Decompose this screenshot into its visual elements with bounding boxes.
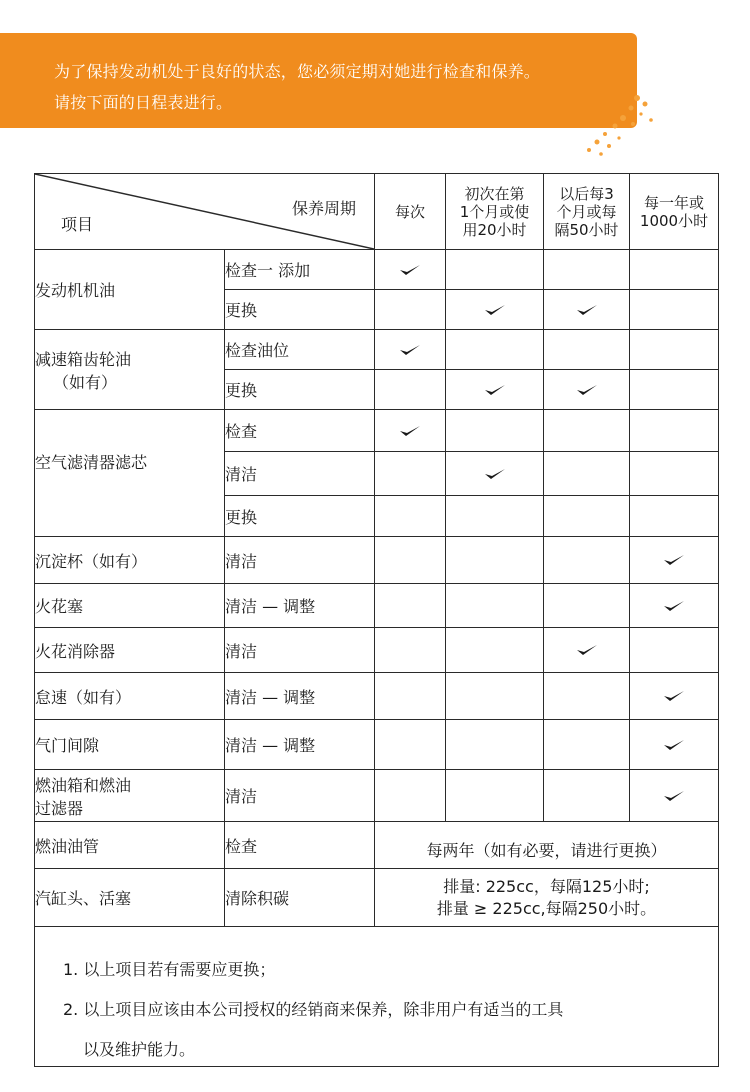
check-mark-icon (484, 303, 506, 317)
table-row (35, 822, 719, 869)
col-header-line: 每一年或 (643, 193, 704, 212)
col-header-line: 1个月或使 (459, 202, 530, 221)
intro-line-1: 为了保持发动机处于良好的状态，您必须定期对她进行检查和保养。 (54, 62, 541, 81)
check-cell (544, 330, 630, 370)
table-row (35, 628, 719, 673)
col-header-every-year (630, 174, 719, 250)
check-cell (446, 290, 544, 330)
check-cell (544, 770, 630, 822)
col-header-every-3-months (544, 174, 630, 250)
col-header-line: 隔50小时 (554, 220, 619, 239)
check-cell (375, 290, 446, 330)
operation-cell: 检查一 添加 (225, 250, 375, 290)
check-cell (446, 673, 544, 720)
col-header-first-month (446, 174, 544, 250)
check-cell (375, 584, 446, 628)
item-label: 怠速（如有） (35, 687, 132, 707)
check-cell (446, 496, 544, 537)
check-cell (375, 496, 446, 537)
item-label: 减速箱齿轮油 (35, 349, 132, 369)
interval-note: 每两年（如有必要，请进行更换） (375, 822, 719, 869)
check-mark-icon (663, 689, 685, 703)
notes-cell (35, 927, 719, 1067)
check-mark-icon (576, 383, 598, 397)
operation-cell: 清洁 — 调整 (225, 584, 375, 628)
check-cell (446, 250, 544, 290)
check-cell (544, 452, 630, 496)
check-cell (630, 452, 719, 496)
operation-cell: 更换 (225, 290, 375, 330)
check-cell (544, 250, 630, 290)
displacement-note-line: 排量: 225cc，每隔125小时; (443, 876, 650, 896)
header-period-label: 保养周期 (291, 199, 356, 218)
check-cell (630, 537, 719, 584)
operation-cell: 清洁 (225, 452, 375, 496)
item-label: 空气滤清器滤芯 (35, 453, 148, 472)
check-mark-icon (399, 263, 421, 277)
operation-cell: 清洁 — 调整 (225, 720, 375, 770)
check-cell (630, 673, 719, 720)
item-label: 火花塞 (35, 597, 84, 616)
check-cell (375, 250, 446, 290)
check-cell (544, 720, 630, 770)
header-row (35, 174, 719, 250)
table-row (35, 330, 719, 370)
check-mark-icon (576, 303, 598, 317)
col-header-line: 个月或每 (556, 202, 617, 221)
check-cell (544, 410, 630, 452)
table-row (35, 410, 719, 452)
notes-row (35, 927, 719, 1067)
check-cell (630, 410, 719, 452)
operation-cell: 更换 (225, 496, 375, 537)
check-mark-icon (576, 643, 598, 657)
table-row (35, 673, 719, 720)
check-cell (446, 720, 544, 770)
check-cell (630, 628, 719, 673)
table-row (35, 770, 719, 822)
check-cell (544, 496, 630, 537)
check-cell (375, 452, 446, 496)
check-cell (630, 770, 719, 822)
item-cell (35, 770, 225, 822)
check-cell (375, 628, 446, 673)
item-cell (35, 869, 225, 927)
check-mark-icon (663, 599, 685, 613)
check-cell (375, 770, 446, 822)
check-cell (446, 537, 544, 584)
table-row (35, 584, 719, 628)
check-cell (446, 628, 544, 673)
header-item-label: 项目 (61, 215, 94, 234)
displacement-note-line: 排量 ≥ 225cc,每隔250小时。 (436, 898, 657, 918)
table-row (35, 537, 719, 584)
check-cell (544, 584, 630, 628)
item-cell (35, 537, 225, 584)
item-cell (35, 584, 225, 628)
check-mark-icon (399, 424, 421, 438)
operation-cell: 清洁 (225, 537, 375, 584)
displacement-note (375, 869, 719, 927)
item-label: 燃油箱和燃油 (35, 775, 132, 795)
item-cell (35, 410, 225, 537)
col-header-every-time (375, 174, 446, 250)
col-header-line: 初次在第 (464, 184, 525, 203)
check-cell (446, 770, 544, 822)
check-cell (544, 673, 630, 720)
check-cell (630, 584, 719, 628)
item-cell (35, 822, 225, 869)
check-cell (630, 720, 719, 770)
item-label-line2: 过滤器 (35, 798, 84, 818)
check-cell (544, 370, 630, 410)
check-cell (544, 290, 630, 330)
col-header-line: 用20小时 (462, 220, 527, 239)
note-item: 2. 以上项目应该由本公司授权的经销商来保养，除非用户有适当的工具 (63, 1000, 564, 1019)
item-label: 汽缸头、活塞 (35, 889, 132, 908)
check-cell (630, 330, 719, 370)
intro-banner (0, 33, 637, 128)
item-cell (35, 628, 225, 673)
check-cell (630, 250, 719, 290)
check-cell (375, 370, 446, 410)
check-mark-icon (663, 553, 685, 567)
check-cell (375, 410, 446, 452)
operation-cell: 检查油位 (225, 330, 375, 370)
item-label: 气门间隙 (35, 736, 100, 755)
check-mark-icon (663, 789, 685, 803)
check-cell (446, 584, 544, 628)
check-cell (446, 370, 544, 410)
check-cell (446, 452, 544, 496)
sparkle-decoration (575, 90, 665, 160)
item-label: 火花消除器 (35, 641, 116, 661)
check-cell (375, 537, 446, 584)
check-cell (544, 537, 630, 584)
operation-cell: 更换 (225, 370, 375, 410)
table-row (35, 869, 719, 927)
check-mark-icon (663, 738, 685, 752)
maintenance-schedule-table (34, 173, 719, 1067)
operation-cell: 清洁 (225, 628, 375, 673)
item-cell (35, 720, 225, 770)
check-cell (375, 673, 446, 720)
operation-cell: 清除积碳 (225, 869, 375, 927)
check-cell (544, 628, 630, 673)
operation-cell: 清洁 (225, 770, 375, 822)
col-header-line: 1000小时 (639, 211, 709, 230)
item-label: 沉淀杯（如有） (35, 551, 148, 571)
item-label: 燃油油管 (35, 836, 100, 856)
operation-cell: 检查 (225, 822, 375, 869)
note-item: 1. 以上项目若有需要应更换； (63, 960, 276, 979)
check-cell (446, 410, 544, 452)
intro-line-2: 请按下面的日程表进行。 (54, 93, 233, 112)
operation-cell: 清洁 — 调整 (225, 673, 375, 720)
check-mark-icon (399, 343, 421, 357)
check-cell (630, 370, 719, 410)
check-cell (375, 720, 446, 770)
table-row (35, 720, 719, 770)
col-header-line: 以后每3 (559, 184, 614, 203)
header-diagonal-cell (35, 174, 375, 250)
item-label: 发动机机油 (35, 281, 116, 300)
operation-cell: 检查 (225, 410, 375, 452)
check-cell (446, 330, 544, 370)
item-cell (35, 250, 225, 330)
check-mark-icon (484, 467, 506, 481)
check-mark-icon (484, 383, 506, 397)
item-cell (35, 673, 225, 720)
item-cell (35, 330, 225, 410)
check-cell (630, 496, 719, 537)
item-label-line2: （如有） (53, 372, 118, 392)
table-row (35, 250, 719, 290)
check-cell (375, 330, 446, 370)
col-header-line: 每次 (394, 202, 425, 221)
note-item: 以及维护能力。 (83, 1040, 196, 1059)
check-cell (630, 290, 719, 330)
